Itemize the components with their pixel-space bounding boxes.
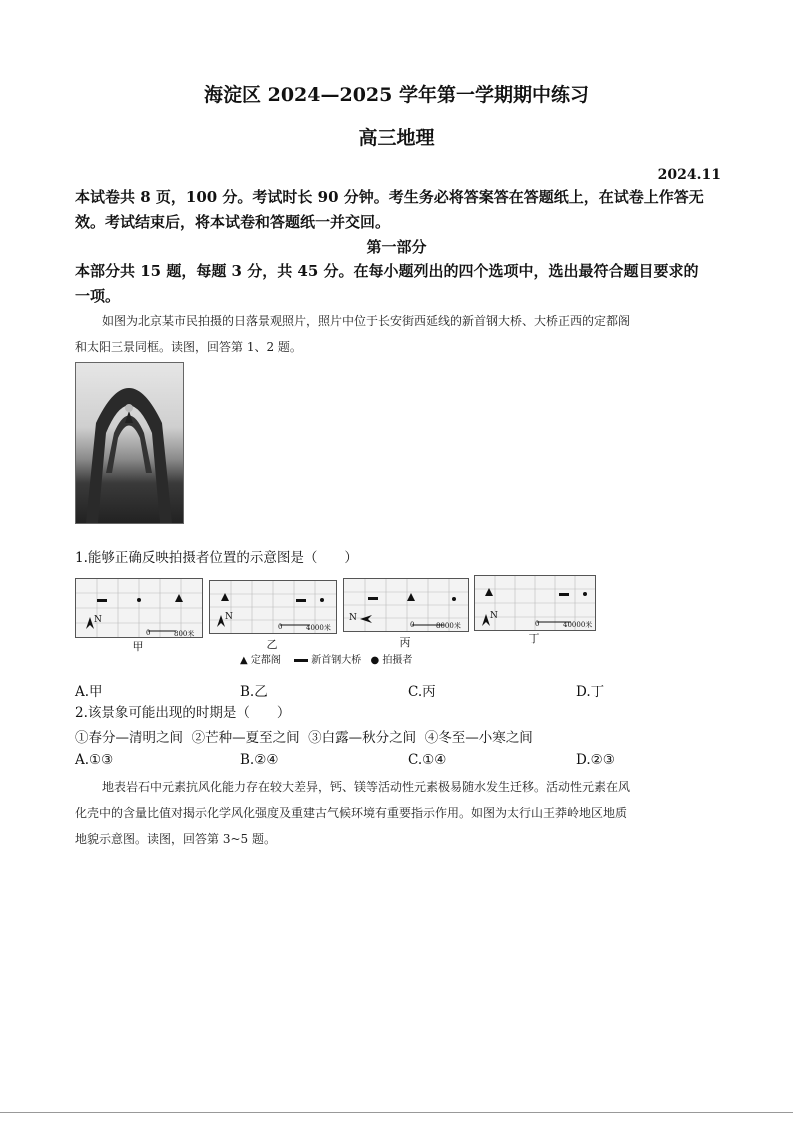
legend-photographer-icon: ●: [370, 655, 380, 666]
q1-stem: 1.能够正确反映拍摄者位置的示意图是（ ）: [75, 550, 358, 566]
intro2-line2: 化壳中的含量比值对揭示化学风化强度及重建古气候环境有重要指示作用。如图为太行山王莽岭地区地质: [75, 806, 628, 820]
q2-choices: ①春分—清明之间 ②芒种—夏至之间 ③白露—秋分之间 ④冬至—小寒之间: [75, 730, 533, 746]
instructions-line2: 效。考试结束后，将本试卷和答题纸一并交回。: [75, 213, 391, 231]
map-bing-label: 丙: [399, 636, 411, 649]
q2-option-b[interactable]: B.②④: [240, 752, 279, 768]
q2-option-c[interactable]: C.①④: [408, 752, 447, 768]
exam-date: 2024.11: [657, 167, 721, 183]
page-bottom-rule: [0, 1112, 793, 1113]
part1-heading: 第一部分: [366, 238, 427, 256]
part1-desc-line2: 一项。: [75, 287, 121, 305]
sunset-photo: [75, 362, 184, 524]
page-subtitle: 高三地理: [358, 127, 435, 149]
map-bing-scale: 8000米: [436, 622, 461, 630]
map-ding-north: N: [490, 611, 498, 621]
intro1-line1: 如图为北京某市民拍摄的日落景观照片，照片中位于长安街西延线的新首钢大桥、大桥正西的定都阁: [102, 314, 631, 328]
map-jia[interactable]: [75, 578, 203, 638]
north-arrow-icon: [482, 614, 490, 626]
legend-photographer-label: 拍摄者: [382, 655, 413, 666]
north-arrow-icon: [217, 615, 225, 627]
map-yi-north: N: [225, 612, 233, 622]
north-arrow-icon: [360, 615, 372, 623]
map-yi-scale: 4000米: [306, 624, 331, 632]
photographer-mark: [320, 598, 324, 602]
map-bing-zero: 0: [410, 621, 415, 629]
bridge-mark: [368, 597, 378, 600]
q2-option-a[interactable]: A.①③: [75, 752, 114, 768]
map-ding[interactable]: [474, 575, 596, 631]
bridge-mark: [97, 599, 107, 602]
photographer-mark: [583, 592, 587, 596]
map-yi-label: 乙: [266, 638, 278, 651]
map-yi-zero: 0: [278, 623, 283, 631]
intro2-line1: 地表岩石中元素抗风化能力存在较大差异，钙、镁等活动性元素极易随水发生迁移。活动性元素在风: [102, 780, 631, 794]
part1-desc-line1: 本部分共 15 题，每题 3 分，共 45 分。在每小题列出的四个选项中，选出最符合题目要求的: [75, 262, 699, 280]
legend-dingdu-icon: ▲: [240, 655, 248, 666]
photographer-mark: [452, 597, 456, 601]
map-jia-label: 甲: [132, 640, 144, 653]
map-yi[interactable]: [209, 580, 337, 634]
map-ding-scale: 40000米: [563, 621, 593, 629]
q2-option-d[interactable]: D.②③: [576, 752, 615, 768]
photographer-mark: [137, 598, 141, 602]
q1-option-a[interactable]: A.甲: [75, 684, 103, 700]
map-bing-north: N: [349, 613, 357, 623]
intro2-line3: 地貌示意图。读图，回答第 3~5 题。: [75, 832, 276, 846]
legend-dingdu-label: 定都阁: [250, 655, 281, 666]
map-ding-zero: 0: [535, 620, 540, 628]
q2-stem: 2.该景象可能出现的时期是（ ）: [75, 705, 291, 721]
page-title: 海淀区 2024—2025 学年第一学期期中练习: [204, 84, 589, 106]
intro1-line2: 和太阳三景同框。读图，回答第 1、2 题。: [75, 340, 302, 354]
map-jia-north: N: [94, 615, 102, 625]
dingdu-mark: [407, 593, 415, 601]
bridge-arch-illustration: [76, 363, 183, 523]
dingdu-mark: [175, 594, 183, 602]
map-bing[interactable]: [343, 578, 469, 632]
instructions-line1: 本试卷共 8 页，100 分。考试时长 90 分钟。考生务必将答案答在答题纸上，在试卷上作答无: [75, 188, 704, 206]
legend-bridge-label: 新首钢大桥: [311, 655, 362, 666]
map-jia-scale: 800米: [174, 630, 195, 638]
map-legend: [240, 654, 412, 668]
q1-option-c[interactable]: C.丙: [408, 684, 436, 700]
bridge-mark: [559, 593, 569, 596]
q1-option-d[interactable]: D.丁: [576, 684, 605, 700]
q1-option-b[interactable]: B.乙: [240, 684, 268, 700]
legend-bridge-icon: [294, 659, 308, 662]
map-jia-zero: 0: [146, 629, 151, 637]
map-ding-label: 丁: [528, 632, 540, 645]
bridge-mark: [296, 599, 306, 602]
